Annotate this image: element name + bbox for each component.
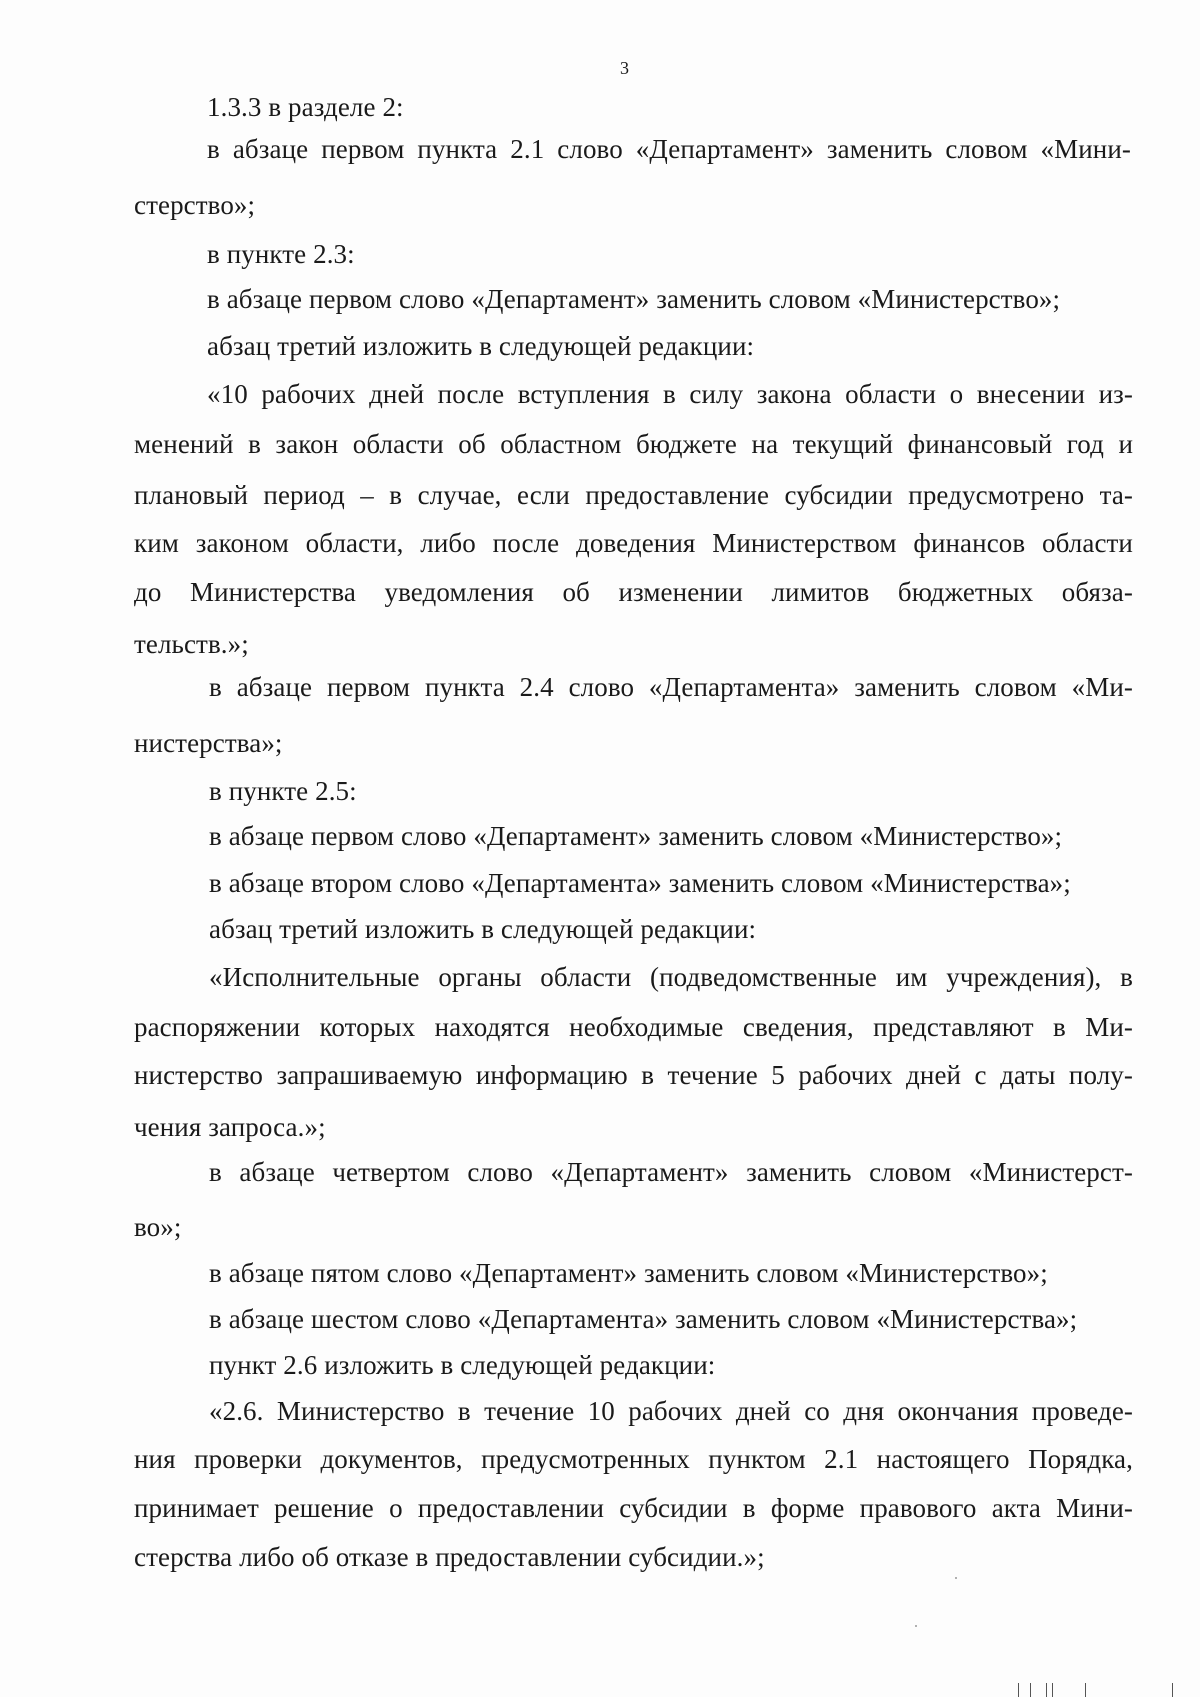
text-line: «2.6. Министерство в течение 10 рабочих дней со дня окончания проведе- — [209, 1396, 1133, 1426]
text-line: в абзаце шестом слово «Департамента» заменить словом «Министерства»; — [209, 1304, 1078, 1334]
page-number: 3 — [620, 58, 629, 78]
text-line: в абзаце первом пункта 2.4 слово «Департамента» заменить словом «Ми- — [209, 672, 1133, 702]
scan-mark — [1030, 1683, 1031, 1697]
scan-mark — [1052, 1683, 1053, 1697]
text-line: до Министерства уведомления об изменении лимитов бюджетных обяза- — [134, 577, 1133, 607]
text-line: во»; — [134, 1212, 182, 1242]
scan-speck — [915, 1625, 917, 1627]
text-line: в абзаце первом слово «Департамент» заменить словом «Министерство»; — [209, 821, 1063, 851]
text-line: стерство»; — [134, 190, 256, 220]
text-line: «10 рабочих дней после вступления в силу закона области о внесении из- — [207, 379, 1133, 409]
scan-mark — [1085, 1683, 1086, 1697]
text-line: плановый период – в случае, если предоставление субсидии предусмотрено та- — [134, 480, 1133, 510]
text-line: менений в закон области об областном бюджете на текущий финансовый год и — [134, 429, 1133, 459]
text-line: в пункте 2.5: — [209, 776, 357, 806]
text-line: «Исполнительные органы области (подведомственные им учреждения), в — [209, 962, 1133, 992]
text-line: распоряжении которых находятся необходимые сведения, представляют в Ми- — [134, 1012, 1133, 1042]
text-line: в абзаце первом слово «Департамент» заменить словом «Министерство»; — [207, 284, 1061, 314]
scan-mark — [1018, 1683, 1019, 1697]
text-line: пункт 2.6 изложить в следующей редакции: — [209, 1350, 716, 1380]
text-line: чения запроса.»; — [134, 1112, 326, 1142]
text-line: в абзаце первом пункта 2.1 слово «Департамент» заменить словом «Мини- — [207, 134, 1131, 164]
text-line: в абзаце пятом слово «Департамент» заменить словом «Министерство»; — [209, 1258, 1048, 1288]
scan-mark — [1172, 1683, 1173, 1697]
scan-mark — [1046, 1683, 1047, 1697]
text-line: нистерства»; — [134, 728, 283, 758]
scan-speck — [955, 1577, 957, 1579]
text-line: ния проверки документов, предусмотренных пунктом 2.1 настоящего Порядка, — [134, 1444, 1133, 1474]
text-line: в пункте 2.3: — [207, 239, 355, 269]
text-line: абзац третий изложить в следующей редакции: — [207, 331, 755, 361]
text-line: 1.3.3 в разделе 2: — [207, 92, 404, 122]
text-line: абзац третий изложить в следующей редакции: — [209, 914, 757, 944]
text-line: стерства либо об отказе в предоставлении субсидии.»; — [134, 1542, 765, 1572]
text-line: ким законом области, либо после доведения Министерством финансов области — [134, 528, 1133, 558]
text-line: принимает решение о предоставлении субсидии в форме правового акта Мини- — [134, 1493, 1133, 1523]
text-line: нистерство запрашиваемую информацию в течение 5 рабочих дней с даты полу- — [134, 1060, 1133, 1090]
text-line: тельств.»; — [134, 629, 249, 659]
text-line: в абзаце четвертом слово «Департамент» заменить словом «Министерст- — [209, 1157, 1133, 1187]
text-line: в абзаце втором слово «Департамента» заменить словом «Министерства»; — [209, 868, 1071, 898]
